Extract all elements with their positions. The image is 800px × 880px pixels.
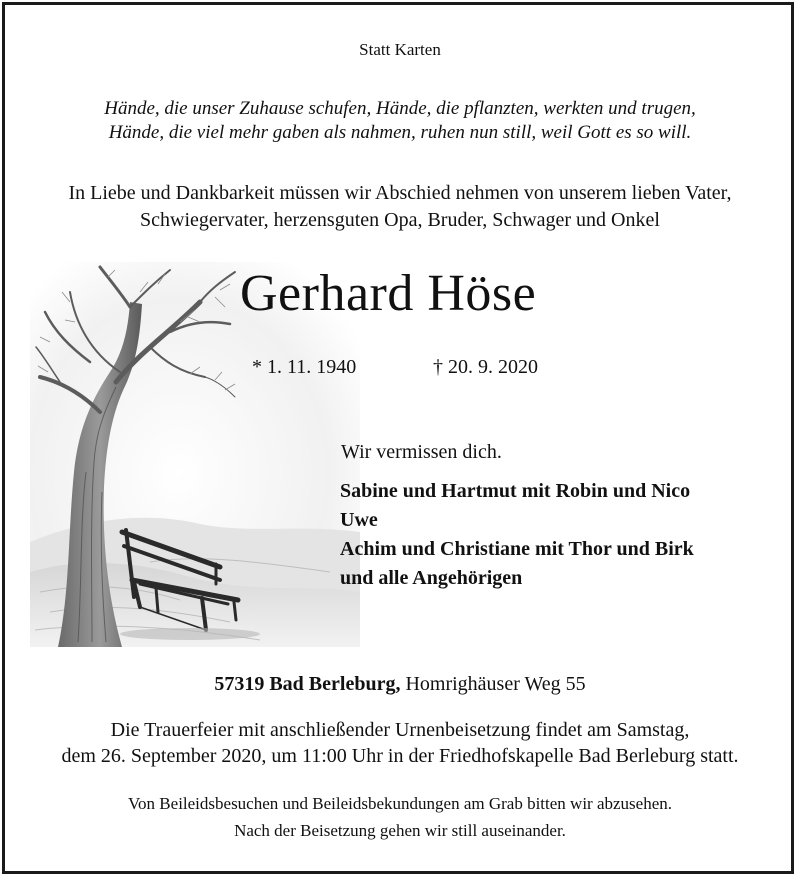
footer-note: [0, 790, 800, 844]
mourner-line: Uwe: [340, 509, 378, 531]
mourner-line: Sabine und Hartmut mit Robin und Nico: [340, 480, 691, 502]
mourners-list: [340, 477, 694, 593]
intro-line-2: Schwiegervater, herzensguten Opa, Bruder, Schwager und Onkel: [140, 209, 660, 231]
death-date: † 20. 9. 2020: [433, 356, 538, 378]
ceremony-line-2: dem 26. September 2020, um 11:00 Uhr in der Friedhofskapelle Bad Berleburg statt.: [61, 745, 739, 767]
mourner-line: Achim und Christiane mit Thor und Birk: [340, 538, 694, 560]
ceremony-line-1: Die Trauerfeier mit anschließender Urnenbeisetzung findet am Samstag,: [110, 719, 690, 741]
address: [0, 673, 800, 696]
intro-line-1: In Liebe und Dankbarkeit müssen wir Abschied nehmen von unserem lieben Vater,: [68, 182, 732, 204]
mourning-intro: Wir vermissen dich.: [341, 441, 502, 463]
header-text: Statt Karten: [359, 40, 441, 59]
footer-line-1: Von Beileidsbesuchen und Beileidsbekundungen am Grab bitten wir abzusehen.: [127, 794, 673, 813]
intro-text: [0, 180, 800, 234]
ceremony-info: [0, 717, 800, 769]
address-city: 57319 Bad Berleburg,: [214, 673, 401, 695]
deceased-name: Gerhard Höse: [240, 265, 537, 322]
poem: [0, 97, 800, 145]
poem-line-2: Hände, die viel mehr gaben als nahmen, ruhen nun still, weil Gott es so will.: [108, 122, 692, 143]
footer-line-2: Nach der Beisetzung gehen wir still auseinander.: [234, 821, 566, 840]
poem-line-1: Hände, die unser Zuhause schufen, Hände, die pflanzten, werkten und trugen,: [104, 98, 696, 119]
birth-date: * 1. 11. 1940: [252, 356, 357, 378]
mourner-line: und alle Angehörigen: [340, 567, 523, 589]
address-street: Homrighäuser Weg 55: [405, 673, 586, 695]
